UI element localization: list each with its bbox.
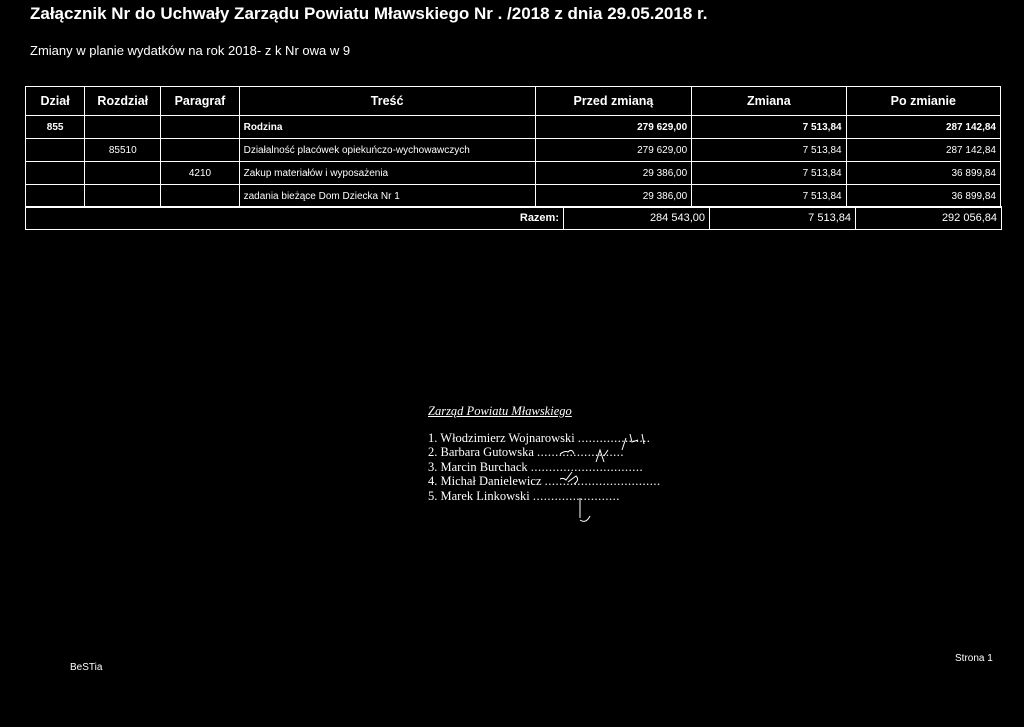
column-header-rozdzial: Rozdział [85,87,161,116]
column-header-zmiana: Zmiana [692,87,846,116]
footer-software-label: BeSTia [70,662,103,673]
signature-dots: ................................ [544,474,661,488]
signatory-name: 2. Barbara Gutowska [428,445,534,459]
handwritten-signature-marks [560,420,680,530]
total-przed: 284 543,00 [564,207,710,230]
cell-paragraf [161,116,239,139]
cell-dzial [26,162,85,185]
cell-tresc: zadania bieżące Dom Dziecka Nr 1 [239,185,535,208]
cell-paragraf [161,139,239,162]
cell-przed: 29 386,00 [535,185,692,208]
footer-page-number: Strona 1 [955,653,993,664]
cell-paragraf [161,185,239,208]
cell-zmiana: 7 513,84 [692,116,846,139]
cell-po: 287 142,84 [846,139,1000,162]
table-row [26,162,1001,185]
expenditure-table [25,86,1001,208]
signature-dots: ........................ [537,445,624,459]
cell-paragraf: 4210 [161,162,239,185]
table-row [26,116,1001,139]
signatory-name: 5. Marek Linkowski [428,488,530,503]
column-header-paragraf: Paragraf [161,87,239,116]
cell-dzial [26,139,85,162]
signature-dots: .................... [577,430,651,445]
column-header-tresc: Treść [239,87,535,116]
cell-tresc: Rodzina [239,116,535,139]
total-row [26,207,1002,230]
signatory-name: 3. Marcin Burchack [428,459,528,474]
cell-zmiana: 7 513,84 [692,162,846,185]
cell-tresc: Zakup materiałów i wyposażenia [239,162,535,185]
cell-dzial [26,185,85,208]
cell-przed: 279 629,00 [535,139,692,162]
total-label: Razem: [26,207,564,230]
cell-dzial: 855 [26,116,85,139]
cell-po: 36 899,84 [846,185,1000,208]
cell-rozdzial: 85510 [85,139,161,162]
column-header-po-zmianie: Po zmianie [846,87,1000,116]
total-zmiana: 7 513,84 [710,207,856,230]
signature-dots: ............................... [530,459,644,474]
signature-dots: ........................ [532,488,620,503]
cell-po: 287 142,84 [846,116,1000,139]
cell-zmiana: 7 513,84 [692,185,846,208]
signature-heading: Zarząd Powiatu Mławskiego [428,404,572,418]
cell-przed: 279 629,00 [535,116,692,139]
table-row [26,185,1001,208]
page-subtitle: Zmiany w planie wydatków na rok 2018- z k Nr owa w 9 [30,43,351,58]
cell-rozdzial [85,162,161,185]
total-po: 292 056,84 [856,207,1002,230]
column-header-przed-zmiana: Przed zmianą [535,87,692,116]
total-table [25,206,1002,230]
table-header-row [26,87,1001,116]
cell-rozdzial [85,116,161,139]
signatory-name: 4. Michał Danielewicz [428,474,542,488]
cell-zmiana: 7 513,84 [692,139,846,162]
cell-przed: 29 386,00 [535,162,692,185]
column-header-dzial: Dział [26,87,85,116]
cell-po: 36 899,84 [846,162,1000,185]
signatory-name: 1. Włodzimierz Wojnarowski [428,430,575,445]
table-row [26,139,1001,162]
cell-rozdzial [85,185,161,208]
cell-tresc: Działalność placówek opiekuńczo-wychowawczych [239,139,535,162]
page-title: Załącznik Nr do Uchwały Zarządu Powiatu Mławskiego Nr . /2018 z dnia 29.05.2018 r. [30,4,708,23]
